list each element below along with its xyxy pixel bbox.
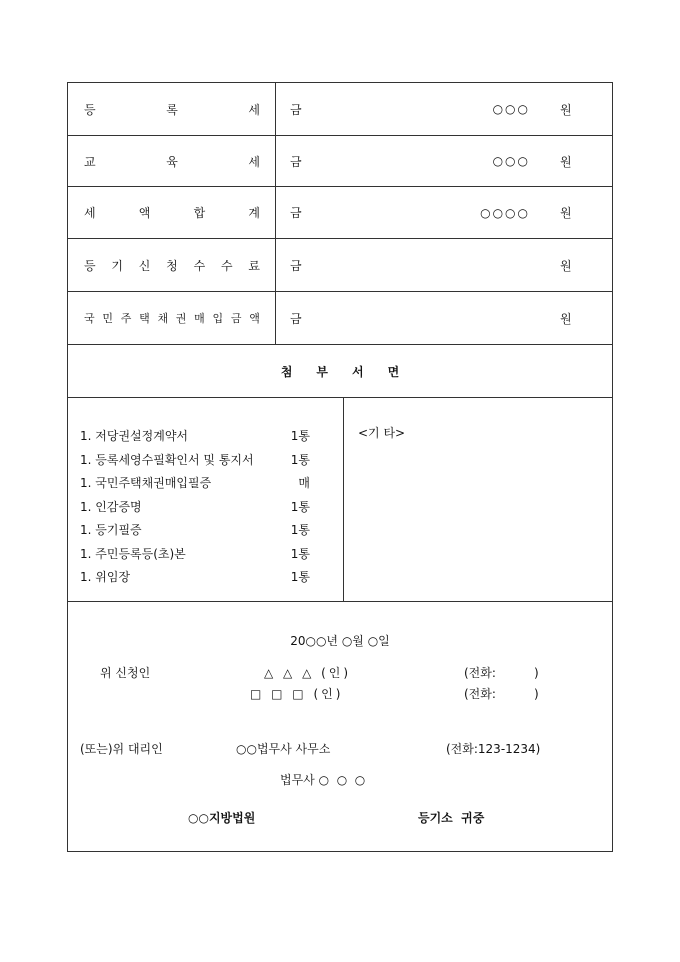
- label-char: 세: [84, 206, 96, 220]
- geum-text: 금: [290, 154, 302, 169]
- label-char: 세: [248, 154, 260, 169]
- applicant-1: △ △ △ (인): [264, 666, 352, 680]
- label-char: 교: [84, 154, 96, 169]
- amount-value: ○○○: [492, 154, 530, 168]
- label-char: 록: [166, 102, 178, 117]
- document-list: [80, 424, 310, 589]
- other-label: <기 타>: [358, 426, 406, 440]
- won-unit: 원: [560, 102, 572, 117]
- document-name: 1. 등기필증: [80, 523, 142, 538]
- document-count: 1통: [290, 499, 310, 514]
- document-count: 1통: [290, 523, 310, 538]
- agent-label: (또는)위 대리인: [80, 742, 163, 756]
- fee-label: [84, 187, 260, 238]
- geum-text: 금: [290, 206, 302, 220]
- registry-name: 등기소 귀중: [418, 811, 485, 825]
- list-item: [80, 424, 310, 448]
- label-char: 등: [84, 102, 96, 117]
- label-char: 액: [249, 312, 260, 325]
- label-char: 택: [139, 312, 150, 325]
- list-item: [80, 518, 310, 542]
- document-name: 1. 위임장: [80, 570, 131, 585]
- label-char: 권: [175, 312, 187, 325]
- fee-label: [84, 136, 260, 186]
- won-unit: 원: [560, 258, 572, 273]
- attachments-title: 첨부서면: [280, 364, 424, 379]
- registration-form: [67, 82, 613, 852]
- label-char: 합: [193, 206, 206, 220]
- label-char: 기: [111, 258, 123, 273]
- label-char: 등: [84, 258, 96, 273]
- amount-value: ○○○: [492, 102, 530, 116]
- label-char: 입: [212, 312, 224, 325]
- label-char: 세: [248, 102, 260, 117]
- attachments-body: [68, 398, 612, 602]
- label-char: 민: [102, 312, 113, 325]
- agent-phone: (전화:123-1234): [446, 742, 541, 756]
- applicant-2: □ □ □ (인): [250, 687, 344, 701]
- geum-text: 금: [290, 258, 302, 273]
- label-char: 계: [248, 206, 260, 220]
- label-char: 청: [166, 258, 178, 273]
- lawyer-name: 법무사 ○ ○ ○: [280, 773, 366, 787]
- label-char: 액: [138, 206, 151, 220]
- fee-label: [84, 83, 260, 135]
- geum-text: 금: [290, 102, 302, 117]
- label-char: 매: [194, 312, 205, 325]
- document-name: 1. 주민등록등(초)본: [80, 546, 186, 561]
- list-item: [80, 495, 310, 519]
- label-char: 수: [220, 258, 233, 273]
- date: 20○○년 ○월 ○일: [290, 634, 390, 648]
- label-char: 국: [84, 312, 95, 325]
- fee-row-housing-bond: [68, 292, 612, 345]
- document-name: 1. 국민주택채권매입필증: [80, 476, 212, 491]
- list-item: [80, 565, 310, 589]
- label-char: 육: [166, 154, 178, 169]
- document-name: 1. 등록세영수필확인서 및 통지서: [80, 452, 254, 467]
- fee-row-registration-tax: [68, 83, 612, 136]
- list-item: [80, 448, 310, 472]
- phone-2: (전화: ): [464, 687, 539, 701]
- applicant-label: 위 신청인: [100, 666, 151, 680]
- label-char: 채: [157, 312, 169, 325]
- won-unit: 원: [560, 206, 572, 220]
- won-unit: 원: [560, 154, 572, 169]
- amount-value: ○○○○: [480, 205, 530, 220]
- phone-1: (전화: ): [464, 666, 539, 680]
- label-char: 신: [138, 258, 151, 273]
- fee-label: [84, 239, 260, 291]
- won-unit: 원: [560, 311, 572, 326]
- document-name: 1. 인감증명: [80, 499, 142, 514]
- label-char: 수: [193, 258, 206, 273]
- document-count: 매: [298, 476, 310, 491]
- document-count: 1통: [290, 546, 310, 561]
- document-name: 1. 저당권설정계약서: [80, 429, 189, 444]
- fee-row-education-tax: [68, 136, 612, 187]
- list-item: [80, 542, 310, 566]
- attachments-header: [68, 345, 612, 398]
- document-count: 1통: [290, 452, 310, 467]
- label-char: 금: [230, 312, 242, 325]
- label-char: 료: [248, 258, 260, 273]
- label-char: 주: [120, 312, 132, 325]
- document-count: 1통: [290, 429, 310, 444]
- fee-label: [84, 292, 260, 344]
- agent-office: ○○법무사 사무소: [236, 742, 331, 756]
- document-count: 1통: [290, 570, 310, 585]
- fee-row-tax-total: [68, 187, 612, 239]
- court-name: ○○지방법원: [188, 811, 256, 825]
- fee-row-application-fee: [68, 239, 612, 292]
- geum-text: 금: [290, 311, 302, 326]
- list-item: [80, 471, 310, 495]
